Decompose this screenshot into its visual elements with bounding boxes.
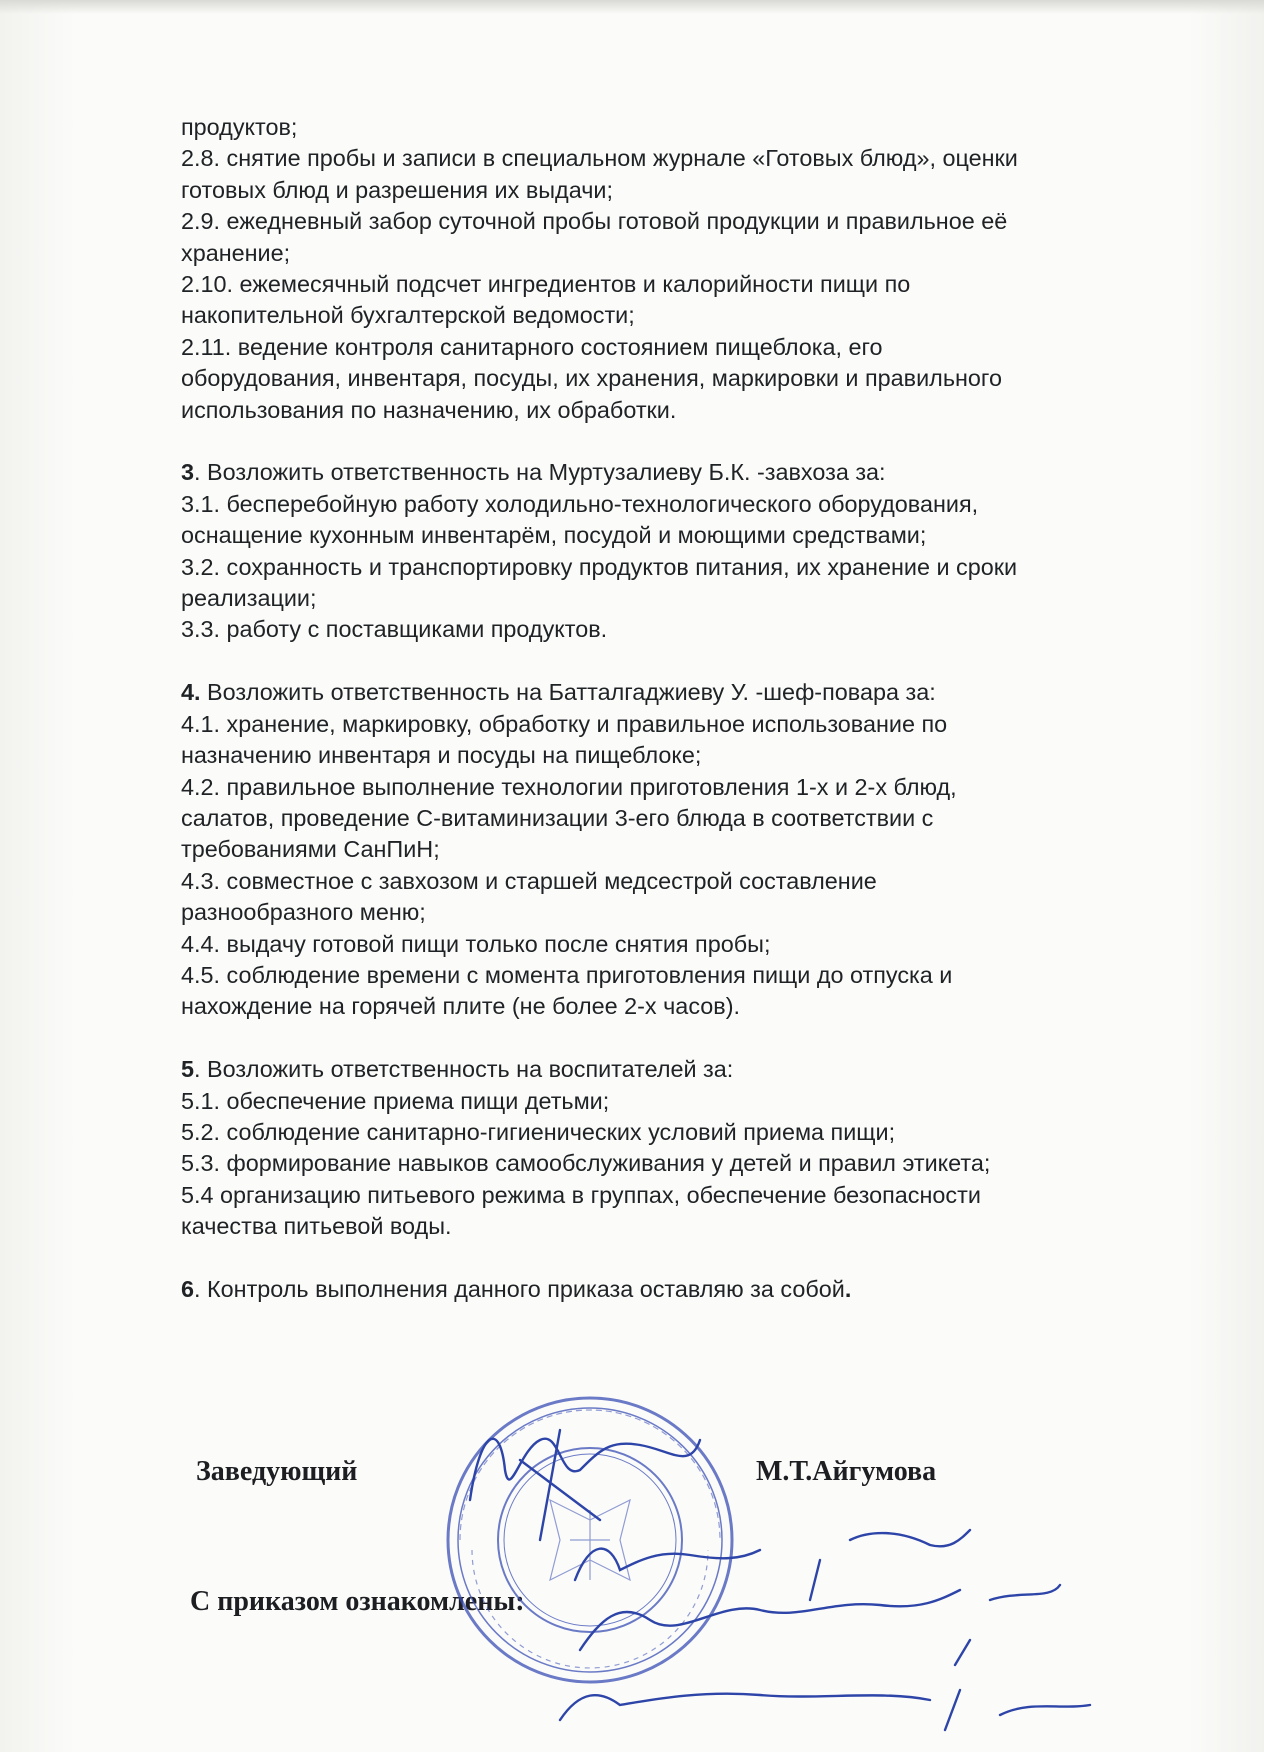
- section-number: 3: [181, 459, 195, 486]
- line-text: оснащение кухонным инвентарём, посудой и моющими средствами;: [181, 522, 927, 549]
- section-number: 4.: [181, 679, 201, 706]
- line-text: 5.3. формирование навыков самообслуживания у детей и правил этикета;: [181, 1150, 991, 1177]
- line-text: 4.3. совместное с завхозом и старшей медсестрой составление: [181, 867, 877, 894]
- line-text: нахождение на горячей плите (не более 2-х часов).: [181, 993, 740, 1020]
- line-text: 4.1. хранение, маркировку, обработку и правильное использование по: [181, 710, 948, 737]
- line-text: 5.1. обеспечение приема пищи детьми;: [181, 1087, 610, 1114]
- line-text: качества питьевой воды.: [181, 1213, 452, 1240]
- line-text: Возложить ответственность на Батталгаджиеву У. -шеф-повара за:: [200, 679, 936, 706]
- line-text: 2.9. ежедневный забор суточной пробы готовой продукции и правильное её: [181, 208, 1008, 235]
- line-text: 4.4. выдачу готовой пищи только после снятия пробы;: [181, 930, 771, 957]
- line-text: разнообразного меню;: [181, 899, 426, 926]
- line-text: 3.1. бесперебойную работу холодильно-технологического оборудования,: [181, 490, 979, 517]
- position-title: Заведующий: [196, 1456, 358, 1487]
- line-text: продуктов;: [181, 114, 298, 140]
- line-text: 3.2. сохранность и транспортировку продуктов питания, их хранение и сроки: [181, 553, 1018, 580]
- line-text: назначению инвентаря и посуды на пищеблоке;: [181, 742, 702, 769]
- line-text: использования по назначению, их обработки.: [181, 396, 677, 423]
- line-text: реализации;: [181, 585, 317, 612]
- line-text: . Возложить ответственность на воспитателей за:: [194, 1056, 734, 1083]
- line-text: 2.8. снятие пробы и записи в специальном журнале «Готовых блюд», оценки: [181, 145, 1018, 172]
- line-text: 5.4 организацию питьевого режима в группах, обеспечение безопасности: [181, 1181, 981, 1208]
- acquainted-label: С приказом ознакомлены:: [190, 1586, 525, 1617]
- line-text: требованиями СанПиН;: [181, 836, 440, 863]
- line-text: 5.2. соблюдение санитарно-гигиенических условий приема пищи;: [181, 1118, 896, 1145]
- line-text: 2.10. ежемесячный подсчет ингредиентов и калорийности пищи по: [181, 271, 911, 298]
- line-text: 2.11. ведение контроля санитарного состоянием пищеблока, его: [181, 333, 883, 360]
- section-number: 5: [181, 1056, 195, 1083]
- line-text: хранение;: [181, 239, 291, 266]
- line-text: готовых блюд и разрешения их выдачи;: [181, 176, 613, 203]
- line-text: 4.2. правильное выполнение технологии приготовления 1-х и 2-х блюд,: [181, 773, 957, 800]
- line-text: накопительной бухгалтерской ведомости;: [181, 302, 635, 329]
- section-number: 6: [181, 1275, 195, 1302]
- line-text: . Возложить ответственность на Муртузалиеву Б.К. -завхоза за:: [194, 459, 886, 486]
- line-text: салатов, проведение С-витаминизации 3-его блюда в соответствии с: [181, 804, 934, 831]
- line-tail: .: [844, 1275, 852, 1302]
- director-name: М.Т.Айгумова: [756, 1456, 937, 1487]
- line-text: 4.5. соблюдение времени с момента приготовления пищи до отпуска и: [181, 961, 953, 988]
- line-text: оборудования, инвентаря, посуды, их хранения, маркировки и правильного: [181, 365, 1002, 392]
- line-text: . Контроль выполнения данного приказа оставляю за собой: [194, 1275, 845, 1302]
- line-text: 3.3. работу с поставщиками продуктов.: [181, 616, 608, 643]
